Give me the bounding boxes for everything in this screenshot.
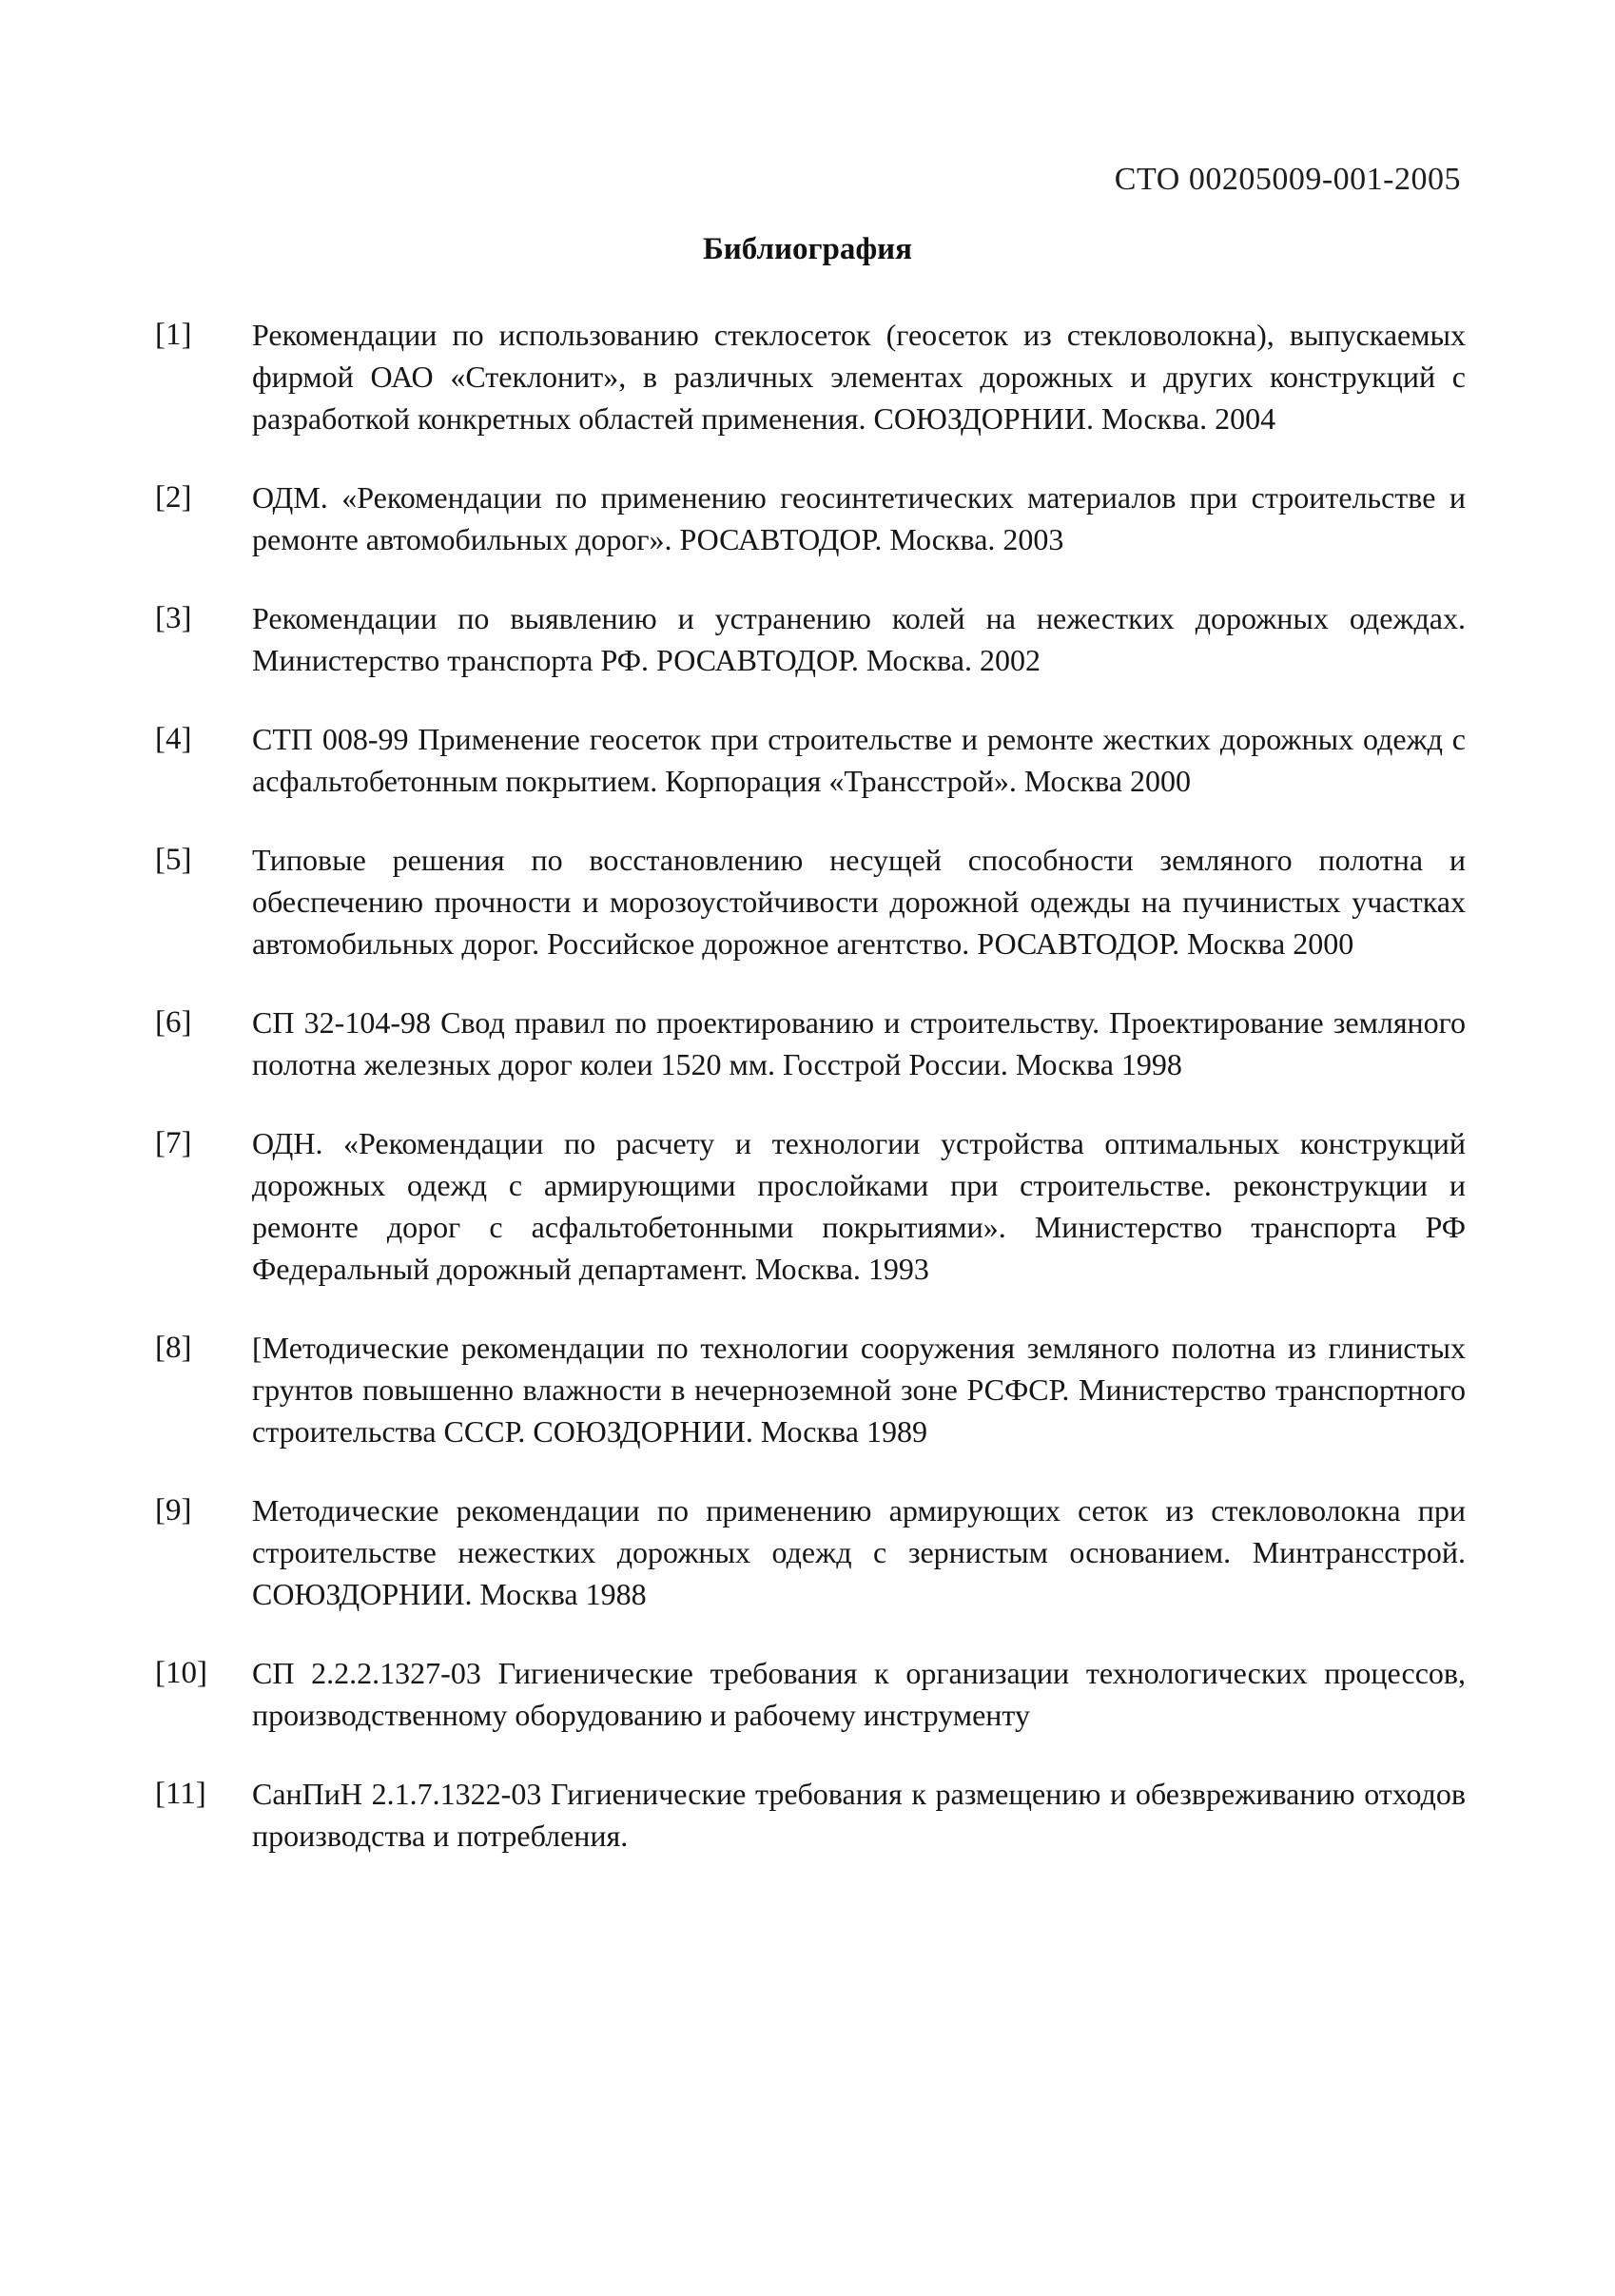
- bibliography-item: [155, 718, 1466, 802]
- reference-number: [4]: [155, 722, 192, 756]
- bibliography-item: [155, 1773, 1466, 1857]
- reference-number: [3]: [155, 601, 192, 635]
- reference-text: СП 2.2.2.1327-03 Гигиенические требования к организации технологических процессов, производственному оборудованию и рабочему инструменту: [252, 1656, 1466, 1732]
- reference-text: ОДН. «Рекомендации по расчету и технологии устройства оптимальных конструкций дорожных одежд с армирующими прослойками при строительстве. реконструкции и ремонте дорог с асфальтобетонными покрытиями». Министерство транспорта РФ Федеральный дорожный департамент. Москва. 1993: [252, 1126, 1466, 1286]
- bibliography-item: [155, 477, 1466, 560]
- reference-number: [7]: [155, 1126, 192, 1160]
- reference-text: Типовые решения по восстановлению несущей способности земляного полотна и обеспечению прочности и морозоустойчивости дорожной одежды на пучинистых участках автомобильных дорог. Российское дорожное агентство. РОСАВТОДОР. Москва 2000: [252, 843, 1466, 961]
- reference-text: Методические рекомендации по применению армирующих сеток из стекловолокна при строительстве нежестких дорожных одежд с зернистым основанием. Минтрансстрой. СОЮЗДОРНИИ. Москва 1988: [252, 1493, 1466, 1611]
- reference-text: СТП 008-99 Применение геосеток при строительстве и ремонте жестких дорожных одежд с асфальтобетонным покрытием. Корпорация «Трансстрой». Москва 2000: [252, 722, 1466, 798]
- reference-text: СанПиН 2.1.7.1322-03 Гигиенические требования к размещению и обезвреживанию отходов производства и потребления.: [252, 1777, 1466, 1853]
- reference-number: [8]: [155, 1331, 192, 1365]
- reference-text: Рекомендации по выявлению и устранению колей на нежестких дорожных одеждах. Министерство транспорта РФ. РОСАВТОДОР. Москва. 2002: [252, 601, 1466, 677]
- reference-number: [6]: [155, 1005, 192, 1040]
- bibliography-list: [155, 314, 1466, 1894]
- bibliography-item: [155, 1489, 1466, 1615]
- document-code: СТО 00205009-001-2005: [1114, 162, 1461, 197]
- reference-number: [1]: [155, 318, 192, 352]
- bibliography-item: [155, 314, 1466, 439]
- reference-text: СП 32-104-98 Свод правил по проектированию и строительству. Проектирование земляного полотна железных дорог колеи 1520 мм. Госстрой России. Москва 1998: [252, 1005, 1466, 1081]
- reference-number: [10]: [155, 1656, 207, 1690]
- bibliography-item: [155, 839, 1466, 964]
- reference-text: [Методические рекомендации по технологии сооружения земляного полотна из глинистых грунтов повышенно влажности в нечерноземной зоне РСФСР. Министерство транспортного строительства СССР. СОЮЗДОРНИИ. Москва 1989: [252, 1331, 1466, 1449]
- bibliography-item: [155, 597, 1466, 681]
- reference-number: [11]: [155, 1777, 206, 1811]
- bibliography-item: [155, 1652, 1466, 1736]
- reference-text: Рекомендации по использованию стеклосеток (геосеток из стекловолокна), выпускаемых фирмой ОАО «Стеклонит», в различных элементах дорожных и других конструкций с разработкой конкретных областей применения. СОЮЗДОРНИИ. Москва. 2004: [252, 318, 1466, 436]
- reference-number: [5]: [155, 843, 192, 877]
- bibliography-item: [155, 1327, 1466, 1452]
- reference-text: ОДМ. «Рекомендации по применению геосинтетических материалов при строительстве и ремонте автомобильных дорог». РОСАВТОДОР. Москва. 2003: [252, 480, 1466, 556]
- page-title: Библиография: [702, 232, 913, 266]
- reference-number: [2]: [155, 480, 192, 515]
- bibliography-item: [155, 1002, 1466, 1085]
- reference-number: [9]: [155, 1493, 192, 1527]
- bibliography-item: [155, 1122, 1466, 1290]
